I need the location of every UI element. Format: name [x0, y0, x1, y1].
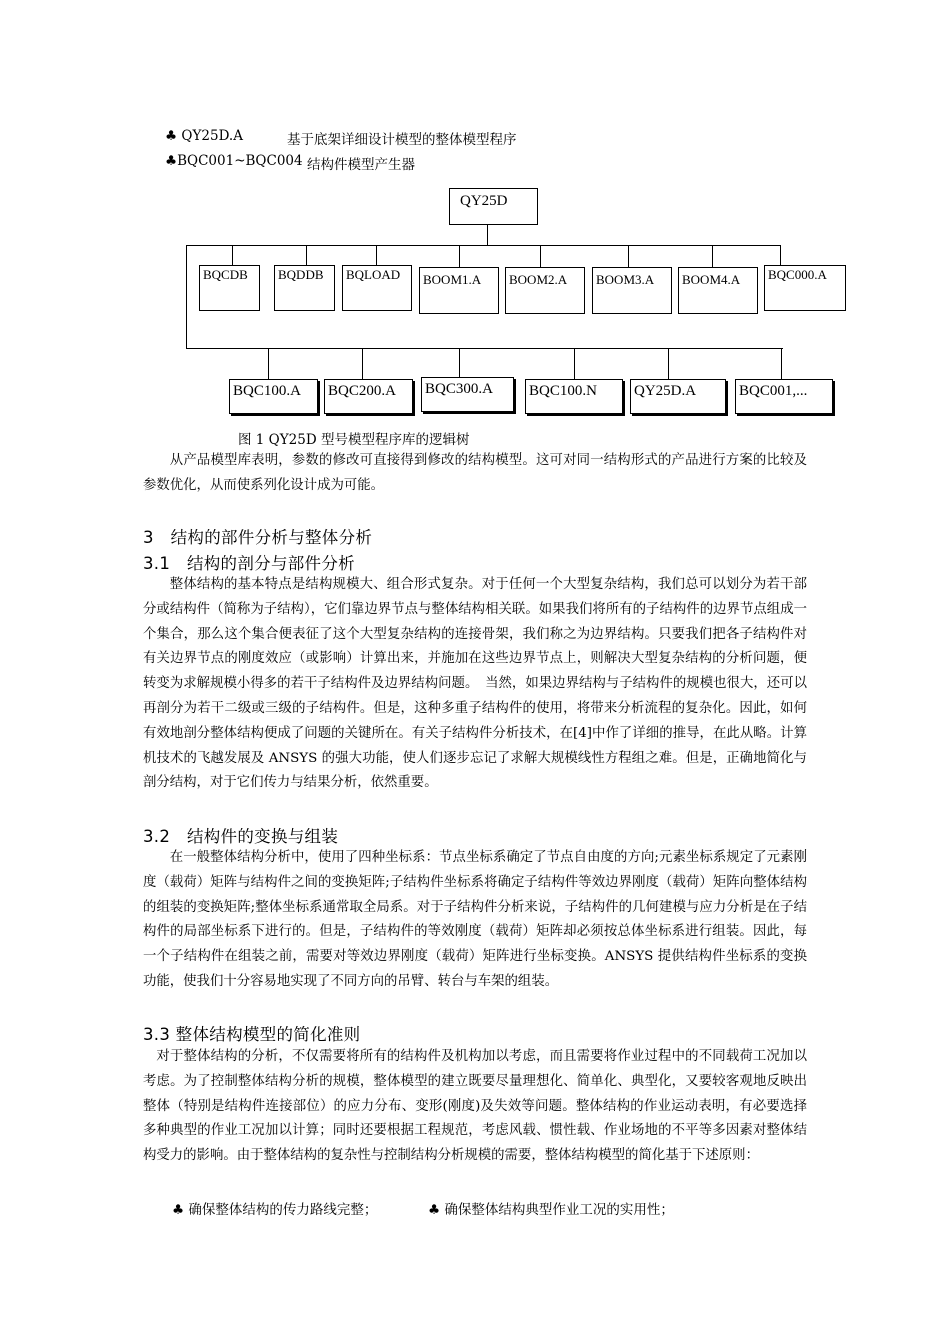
tree-node: BOOM1.A [419, 267, 499, 314]
body-paragraph: 在一般整体结构分析中，使用了四种坐标系：节点坐标系确定了节点自由度的方向;元素坐标系规定了元素刚度（载荷）矩阵与结构件之间的变换矩阵;子结构件坐标系将确定子结构件等效边界刚度（载荷）矩阵向整体结构的组装的变换矩阵;整体坐标系通常取全局系。对于子结构件分析来说，子结构件的几何建模与应力分析是在子结构件的局部坐标系下进行的。但是，子结构件的等效刚度（载荷）矩阵却必须按总体坐标系进行组装。因此，每一个子结构件在组装之前，需要对等效边界刚度（载荷）矩阵进行坐标变换。ANSYS 提供结构件坐标系的变换功能，使我们十分容易地实现了不同方向的吊臂、转台与车架的组装。 [143, 850, 807, 989]
subsection-heading: 3.3 整体结构模型的简化准则 [143, 1025, 361, 1044]
tree-node: BQC100.A [229, 379, 318, 414]
section-heading: 3 结构的部件分析与整体分析 [143, 528, 373, 547]
program-name: BQC001~BQC004 [177, 153, 303, 169]
program-list-item [165, 153, 303, 169]
connector-line [376, 245, 377, 265]
connector-line [186, 348, 783, 349]
tree-node: BQLOAD [342, 265, 412, 311]
club-bullet-icon: ♣ [428, 1202, 441, 1218]
intro-paragraph: 从产品模型库表明，参数的修改可直接得到修改的结构模型。这可对同一结构形式的产品进行方案的比较及参数优化，从而使系列化设计成为可能。 [143, 453, 807, 493]
subsection-heading: 3.2 结构件的变换与组装 [143, 827, 339, 846]
connector-line [781, 348, 782, 379]
program-name: QY25D.A [181, 128, 243, 144]
tree-node: BOOM2.A [505, 267, 585, 314]
connector-line [232, 245, 233, 265]
principle-item: ♣ 确保整体结构的传力路线完整； [172, 1202, 378, 1218]
connector-line [306, 245, 307, 265]
club-bullet-icon: ♣ [165, 128, 178, 144]
tree-root-node: QY25D [449, 188, 538, 225]
tree-node: BQCDB [199, 265, 260, 311]
club-bullet-icon: ♣ [172, 1202, 185, 1218]
tree-node: BQC200.A [324, 379, 413, 414]
connector-line [540, 245, 541, 267]
tree-node: BQC100.N [525, 379, 623, 414]
program-list-item [165, 128, 243, 144]
body-paragraph: 对于整体结构的分析，不仅需要将所有的结构件及机构加以考虑，而且需要将作业过程中的不同载荷工况加以考虑。为了控制整体结构分析的规模，整体模型的建立既要尽量理想化、简单化、典型化，又要较客观地反映出整体（特别是结构件连接部位）的应力分布、变形(刚度)及失效等问题。整体结构的作业运动表明，有必要选择多种典型的作业工况加以计算；同时还要根据工程规范，考虑风载、惯性载、作业场地的不平等多因素对整体结构受力的影响。由于整体结构的复杂性与控制结构分析规模的需要，整体结构模型的简化基于下述原则： [143, 1049, 807, 1164]
tree-node: BOOM3.A [592, 267, 672, 314]
tree-node: QY25D.A [630, 379, 726, 414]
tree-node: BQC300.A [421, 377, 514, 412]
connector-line [268, 348, 269, 379]
connector-line [780, 245, 781, 265]
connector-line [362, 348, 363, 379]
connector-line [459, 348, 460, 377]
connector-line [487, 225, 488, 246]
program-desc: 结构件模型产生器 [307, 157, 415, 173]
connector-line [668, 348, 669, 379]
program-desc: 基于底架详细设计模型的整体模型程序 [287, 132, 517, 148]
figure-caption: 图 1 QY25D 型号模型程序库的逻辑树 [238, 432, 470, 448]
connector-line [186, 245, 781, 246]
principle-item: ♣ 确保整体结构典型作业工况的实用性； [428, 1202, 674, 1218]
connector-line [628, 245, 629, 267]
connector-line [574, 348, 575, 379]
club-bullet-icon: ♣ [165, 153, 178, 169]
tree-node: BQC001,... [735, 379, 833, 414]
tree-node: BOOM4.A [678, 267, 758, 314]
tree-node: BQDDB [274, 265, 335, 311]
body-paragraph: 整体结构的基本特点是结构规模大、组合形式复杂。对于任何一个大型复杂结构，我们总可以划分为若干部分或结构件（简称为子结构），它们靠边界节点与整体结构相关联。如果我们将所有的子结构件的边界节点组成一个集合，那么这个集合便表征了这个大型复杂结构的连接骨架，我们称之为边界结构。只要我们把各子结构件对有关边界节点的刚度效应（或影响）计算出来，并施加在这些边界节点上，则解决大型复杂结构的分析问题，便转变为求解规模小得多的若干子结构件及边界结构问题。 当然，如果边界结构与子结构件的规模也很大，还可以再剖分为若干二级或三级的子结构件。但是，这种多重子结构件的使用，将带来分析流程的复杂化。因此，如何有效地剖分整体结构便成了问题的关键所在。有关子结构件分析技术，在[4]中作了详细的推导，在此从略。计算机技术的飞越发展及 ANSYS 的强大功能，使人们逐步忘记了求解大规模线性方程组之难。但是，正确地简化与剖分结构，对于它们传力与结果分析，依然重要。 [143, 577, 807, 791]
subsection-heading: 3.1 结构的剖分与部件分析 [143, 554, 355, 573]
connector-line [186, 245, 187, 349]
connector-line [459, 245, 460, 267]
connector-line [712, 245, 713, 267]
tree-node: BQC000.A [764, 265, 846, 311]
